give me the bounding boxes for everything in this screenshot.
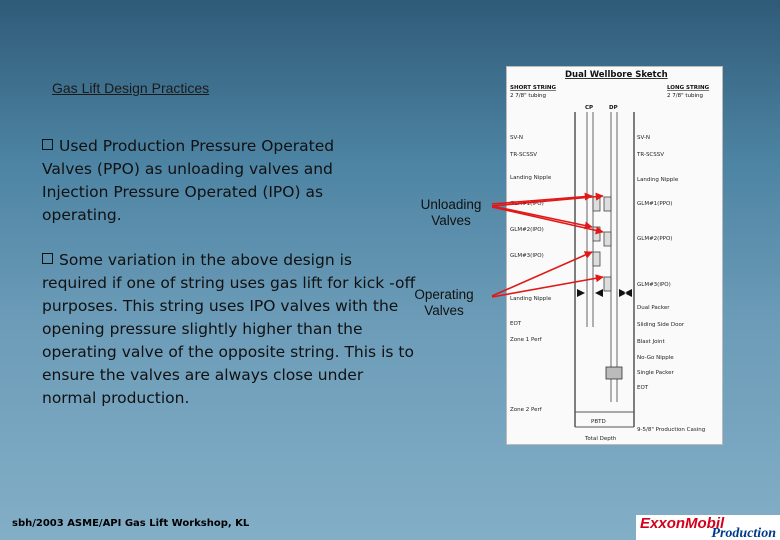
left-label-3: GLM#1(IPO) — [510, 201, 544, 207]
sketch-title: Dual Wellbore Sketch — [565, 70, 668, 80]
left-label-0: SV-N — [510, 135, 524, 141]
right-label-7: Sliding Side Door — [637, 322, 685, 328]
total-depth-label: Total Depth — [585, 436, 617, 442]
arrow-operating-2 — [492, 277, 603, 297]
dp-label: DP — [609, 105, 618, 111]
arrow-unloading-3 — [492, 196, 603, 206]
left-label-1: TR-SCSSV — [510, 152, 538, 158]
arrow-unloading-2 — [492, 206, 592, 227]
arrow-unloading-1 — [492, 196, 592, 204]
long-tubing-label: 2 7/8" tubing — [667, 93, 704, 99]
right-label-1: TR-SCSSV — [637, 152, 665, 158]
right-label-0: SV-N — [637, 135, 651, 141]
bullet-2-text: Some variation in the above design is required if one of string uses gas lift for kick -off purposes. This string uses IPO valves with the opening pressure slightly higher than the operating valve of the opposite string. This is to ensure the valves are always close under normal production. — [42, 251, 416, 407]
pbtd-label: PBTD — [591, 419, 606, 425]
footer-text: sbh/2003 ASME/API Gas Lift Workshop, KL — [12, 518, 250, 529]
right-label-5: GLM#3(IPO) — [637, 282, 671, 288]
right-label-2: Landing Nipple — [637, 177, 679, 183]
right-label-6: Dual Packer — [637, 305, 670, 311]
right-label-8: Blast Joint — [637, 339, 665, 345]
unloading-line-2: Valves — [431, 213, 471, 228]
casing-label: 9-5/8" Production Casing — [637, 427, 706, 433]
cp-label: CP — [585, 105, 594, 111]
unloading-line-1: Unloading — [420, 197, 482, 212]
left-label-4: GLM#2(IPO) — [510, 227, 544, 233]
arrow-unloading-4 — [492, 207, 603, 232]
logo-main-text: ExxonMobil — [640, 515, 725, 532]
operating-line-2: Valves — [424, 303, 464, 318]
right-label-10: Single Packer — [637, 370, 674, 376]
left-label-5: GLM#3(IPO) — [510, 253, 544, 259]
right-label-11: EOT — [637, 385, 649, 391]
short-string-label: SHORT STRING — [510, 85, 557, 91]
right-label-3: GLM#1(PPO) — [637, 201, 673, 207]
left-label-7: EOT — [510, 321, 522, 327]
operating-line-1: Operating — [414, 287, 474, 302]
bullet-1-text: Used Production Pressure Operated Valves (PPO) as unloading valves and Injection Pressure Operated (IPO) as operating. — [42, 137, 335, 224]
long-string-label: LONG STRING — [667, 85, 710, 91]
right-label-4: GLM#2(PPO) — [637, 236, 673, 242]
left-label-9: Zone 2 Perf — [510, 407, 542, 413]
arrow-operating-1 — [492, 252, 592, 296]
short-tubing-label: 2 7/8" tubing — [510, 93, 547, 99]
exxonmobil-logo — [636, 515, 780, 540]
left-label-6: Landing Nipple — [510, 296, 552, 302]
left-label-8: Zone 1 Perf — [510, 337, 542, 343]
slide-title: Gas Lift Design Practices — [52, 80, 210, 96]
right-label-9: No-Go Nipple — [637, 355, 674, 361]
left-label-2: Landing Nipple — [510, 175, 552, 181]
logo-sub-text: Production — [711, 526, 776, 540]
